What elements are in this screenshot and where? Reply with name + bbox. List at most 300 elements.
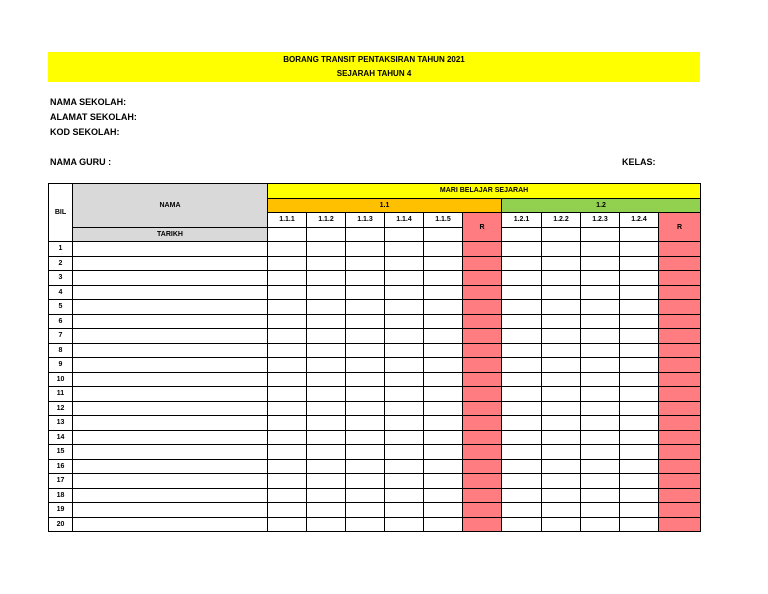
score-cell[interactable] (620, 503, 659, 518)
score-cell[interactable] (268, 488, 307, 503)
r-cell[interactable] (659, 488, 701, 503)
score-cell[interactable] (542, 517, 581, 532)
score-cell[interactable] (502, 488, 542, 503)
score-cell[interactable] (424, 430, 463, 445)
score-cell[interactable] (385, 271, 424, 286)
score-cell[interactable] (424, 416, 463, 431)
score-cell[interactable] (502, 430, 542, 445)
table-row (49, 285, 701, 300)
date-cell[interactable] (346, 227, 385, 242)
score-cell[interactable] (502, 503, 542, 518)
score-cell[interactable] (620, 329, 659, 344)
score-cell[interactable] (424, 329, 463, 344)
row-number: 7 (49, 329, 73, 344)
row-number: 19 (49, 503, 73, 518)
table-row (49, 430, 701, 445)
score-cell[interactable] (502, 271, 542, 286)
score-cell[interactable] (581, 285, 620, 300)
r-cell[interactable] (659, 271, 701, 286)
score-cell[interactable] (307, 329, 346, 344)
date-cell[interactable] (542, 227, 581, 242)
r-cell[interactable] (463, 416, 502, 431)
r-cell[interactable] (463, 271, 502, 286)
r-cell[interactable] (463, 329, 502, 344)
score-cell[interactable] (346, 401, 385, 416)
table-row (49, 343, 701, 358)
score-cell[interactable] (620, 488, 659, 503)
score-cell[interactable] (542, 300, 581, 315)
score-cell[interactable] (620, 358, 659, 373)
alamat-sekolah-label: ALAMAT SEKOLAH: (50, 112, 137, 122)
score-cell[interactable] (307, 285, 346, 300)
score-cell[interactable] (385, 256, 424, 271)
score-cell[interactable] (346, 300, 385, 315)
date-cell[interactable] (385, 227, 424, 242)
score-cell[interactable] (502, 401, 542, 416)
date-cell[interactable] (620, 227, 659, 242)
score-cell[interactable] (307, 503, 346, 518)
score-cell[interactable] (620, 416, 659, 431)
r-cell[interactable] (659, 517, 701, 532)
row-number: 9 (49, 358, 73, 373)
table-row (49, 329, 701, 344)
r-cell[interactable] (659, 401, 701, 416)
r-cell[interactable] (659, 459, 701, 474)
score-cell[interactable] (424, 358, 463, 373)
r-cell[interactable] (463, 401, 502, 416)
score-cell[interactable] (268, 271, 307, 286)
r-cell[interactable] (463, 358, 502, 373)
score-cell[interactable] (502, 474, 542, 489)
score-cell[interactable] (542, 285, 581, 300)
score-cell[interactable] (620, 401, 659, 416)
score-cell[interactable] (581, 372, 620, 387)
score-cell[interactable] (307, 256, 346, 271)
score-cell[interactable] (502, 445, 542, 460)
score-cell[interactable] (581, 401, 620, 416)
score-cell[interactable] (307, 372, 346, 387)
student-name-cell[interactable] (73, 285, 268, 300)
row-number: 14 (49, 430, 73, 445)
row-number: 6 (49, 314, 73, 329)
score-cell[interactable] (268, 401, 307, 416)
score-cell[interactable] (385, 242, 424, 257)
student-name-cell[interactable] (73, 387, 268, 402)
score-cell[interactable] (620, 300, 659, 315)
score-cell[interactable] (542, 372, 581, 387)
score-cell[interactable] (542, 343, 581, 358)
r-cell[interactable] (463, 459, 502, 474)
row-number: 20 (49, 517, 73, 532)
score-cell[interactable] (307, 401, 346, 416)
score-cell[interactable] (581, 517, 620, 532)
score-cell[interactable] (542, 488, 581, 503)
score-cell[interactable] (620, 271, 659, 286)
nama-header: NAMA (73, 184, 268, 228)
r-cell[interactable] (659, 430, 701, 445)
score-cell[interactable] (346, 445, 385, 460)
score-cell[interactable] (581, 242, 620, 257)
score-cell[interactable] (542, 430, 581, 445)
score-cell[interactable] (620, 459, 659, 474)
score-cell[interactable] (424, 300, 463, 315)
r-cell[interactable] (659, 445, 701, 460)
r-cell[interactable] (463, 430, 502, 445)
r-cell[interactable] (659, 387, 701, 402)
col-header: 1.2.2 (542, 213, 581, 228)
score-cell[interactable] (542, 445, 581, 460)
score-cell[interactable] (620, 445, 659, 460)
r-cell[interactable] (463, 343, 502, 358)
score-cell[interactable] (307, 459, 346, 474)
score-cell[interactable] (542, 242, 581, 257)
r-cell[interactable] (659, 343, 701, 358)
score-cell[interactable] (424, 242, 463, 257)
score-cell[interactable] (385, 343, 424, 358)
r-cell[interactable] (463, 242, 502, 257)
student-name-cell[interactable] (73, 256, 268, 271)
score-cell[interactable] (385, 401, 424, 416)
score-cell[interactable] (542, 416, 581, 431)
score-cell[interactable] (346, 503, 385, 518)
score-cell[interactable] (385, 488, 424, 503)
r-cell[interactable] (659, 503, 701, 518)
score-cell[interactable] (268, 416, 307, 431)
r-cell[interactable] (659, 358, 701, 373)
score-cell[interactable] (542, 314, 581, 329)
score-cell[interactable] (620, 372, 659, 387)
score-cell[interactable] (346, 343, 385, 358)
score-cell[interactable] (620, 387, 659, 402)
score-cell[interactable] (346, 474, 385, 489)
score-cell[interactable] (268, 387, 307, 402)
score-cell[interactable] (268, 242, 307, 257)
score-cell[interactable] (307, 488, 346, 503)
score-cell[interactable] (385, 285, 424, 300)
score-cell[interactable] (307, 430, 346, 445)
kod-sekolah-label: KOD SEKOLAH: (50, 127, 120, 137)
score-cell[interactable] (620, 474, 659, 489)
score-cell[interactable] (346, 387, 385, 402)
score-cell[interactable] (385, 416, 424, 431)
table-row (49, 242, 701, 257)
score-cell[interactable] (581, 256, 620, 271)
student-name-cell[interactable] (73, 430, 268, 445)
score-cell[interactable] (502, 329, 542, 344)
score-cell[interactable] (581, 358, 620, 373)
score-cell[interactable] (581, 314, 620, 329)
student-name-cell[interactable] (73, 416, 268, 431)
table-row (49, 300, 701, 315)
score-cell[interactable] (268, 503, 307, 518)
student-name-cell[interactable] (73, 372, 268, 387)
score-cell[interactable] (385, 459, 424, 474)
score-cell[interactable] (581, 459, 620, 474)
score-cell[interactable] (424, 488, 463, 503)
score-cell[interactable] (307, 416, 346, 431)
tarikh-header: TARIKH (73, 227, 268, 242)
score-cell[interactable] (581, 343, 620, 358)
r-cell[interactable] (463, 300, 502, 315)
score-cell[interactable] (581, 488, 620, 503)
score-cell[interactable] (424, 256, 463, 271)
score-cell[interactable] (307, 517, 346, 532)
row-number: 10 (49, 372, 73, 387)
score-cell[interactable] (502, 242, 542, 257)
student-name-cell[interactable] (73, 503, 268, 518)
col-header: 1.2.1 (502, 213, 542, 228)
r-cell[interactable] (463, 285, 502, 300)
form-subtitle: SEJARAH TAHUN 4 (336, 69, 412, 78)
student-name-cell[interactable] (73, 271, 268, 286)
r-cell[interactable] (463, 314, 502, 329)
unit-title-header: MARI BELAJAR SEJARAH (268, 184, 701, 199)
score-cell[interactable] (581, 474, 620, 489)
row-number: 5 (49, 300, 73, 315)
r-cell[interactable] (463, 517, 502, 532)
table-row (49, 358, 701, 373)
score-cell[interactable] (307, 474, 346, 489)
score-cell[interactable] (346, 459, 385, 474)
score-cell[interactable] (542, 256, 581, 271)
table-row (49, 445, 701, 460)
score-cell[interactable] (581, 416, 620, 431)
table-row (49, 372, 701, 387)
score-cell[interactable] (542, 474, 581, 489)
table-row (49, 474, 701, 489)
form-title: BORANG TRANSIT PENTAKSIRAN TAHUN 2021 (283, 55, 465, 64)
score-cell[interactable] (424, 401, 463, 416)
col-header: 1.2.4 (620, 213, 659, 228)
score-cell[interactable] (385, 517, 424, 532)
score-cell[interactable] (385, 314, 424, 329)
score-cell[interactable] (542, 271, 581, 286)
date-cell[interactable] (581, 227, 620, 242)
r-cell[interactable] (463, 372, 502, 387)
score-cell[interactable] (502, 343, 542, 358)
student-name-cell[interactable] (73, 314, 268, 329)
student-name-cell[interactable] (73, 517, 268, 532)
r-cell[interactable] (659, 372, 701, 387)
date-cell[interactable] (502, 227, 542, 242)
student-name-cell[interactable] (73, 343, 268, 358)
score-cell[interactable] (385, 430, 424, 445)
score-cell[interactable] (424, 271, 463, 286)
row-number: 2 (49, 256, 73, 271)
score-cell[interactable] (346, 271, 385, 286)
score-cell[interactable] (502, 372, 542, 387)
r-cell[interactable] (659, 474, 701, 489)
student-name-cell[interactable] (73, 488, 268, 503)
row-number: 12 (49, 401, 73, 416)
student-name-cell[interactable] (73, 401, 268, 416)
score-cell[interactable] (581, 430, 620, 445)
score-cell[interactable] (268, 372, 307, 387)
score-cell[interactable] (581, 503, 620, 518)
score-cell[interactable] (620, 285, 659, 300)
date-cell[interactable] (424, 227, 463, 242)
table-row (49, 459, 701, 474)
score-cell[interactable] (581, 300, 620, 315)
student-name-cell[interactable] (73, 459, 268, 474)
score-cell[interactable] (268, 474, 307, 489)
r-cell[interactable] (659, 285, 701, 300)
date-cell[interactable] (307, 227, 346, 242)
score-cell[interactable] (268, 430, 307, 445)
score-cell[interactable] (542, 503, 581, 518)
score-cell[interactable] (542, 358, 581, 373)
score-cell[interactable] (307, 445, 346, 460)
score-cell[interactable] (424, 343, 463, 358)
nama-sekolah-label: NAMA SEKOLAH: (50, 97, 127, 107)
score-cell[interactable] (385, 474, 424, 489)
score-cell[interactable] (268, 459, 307, 474)
r-cell[interactable] (659, 329, 701, 344)
score-cell[interactable] (307, 242, 346, 257)
score-cell[interactable] (268, 358, 307, 373)
score-cell[interactable] (268, 314, 307, 329)
r-cell[interactable] (463, 256, 502, 271)
table-row (49, 314, 701, 329)
score-cell[interactable] (581, 271, 620, 286)
r-cell[interactable] (659, 300, 701, 315)
score-cell[interactable] (424, 459, 463, 474)
student-name-cell[interactable] (73, 329, 268, 344)
score-cell[interactable] (542, 387, 581, 402)
group-1-2-header: 1.2 (502, 198, 701, 213)
score-cell[interactable] (346, 488, 385, 503)
r-header-2: R (659, 213, 701, 242)
col-header: 1.1.4 (385, 213, 424, 228)
score-cell[interactable] (542, 459, 581, 474)
score-cell[interactable] (346, 314, 385, 329)
student-name-cell[interactable] (73, 242, 268, 257)
score-cell[interactable] (502, 459, 542, 474)
student-name-cell[interactable] (73, 474, 268, 489)
table-row (49, 416, 701, 431)
score-cell[interactable] (620, 343, 659, 358)
score-cell[interactable] (268, 300, 307, 315)
score-cell[interactable] (502, 517, 542, 532)
score-cell[interactable] (581, 445, 620, 460)
score-cell[interactable] (620, 517, 659, 532)
score-cell[interactable] (268, 256, 307, 271)
score-cell[interactable] (346, 256, 385, 271)
score-cell[interactable] (385, 300, 424, 315)
score-cell[interactable] (346, 358, 385, 373)
score-cell[interactable] (424, 445, 463, 460)
score-cell[interactable] (307, 314, 346, 329)
score-cell[interactable] (424, 372, 463, 387)
score-cell[interactable] (385, 358, 424, 373)
score-cell[interactable] (385, 372, 424, 387)
r-cell[interactable] (463, 387, 502, 402)
score-cell[interactable] (620, 256, 659, 271)
score-cell[interactable] (542, 401, 581, 416)
student-name-cell[interactable] (73, 358, 268, 373)
score-cell[interactable] (385, 387, 424, 402)
col-header: 1.1.5 (424, 213, 463, 228)
score-cell[interactable] (424, 517, 463, 532)
score-cell[interactable] (346, 285, 385, 300)
score-cell[interactable] (346, 329, 385, 344)
score-cell[interactable] (542, 329, 581, 344)
score-cell[interactable] (385, 445, 424, 460)
row-number: 16 (49, 459, 73, 474)
score-cell[interactable] (502, 300, 542, 315)
score-cell[interactable] (620, 430, 659, 445)
col-header: 1.2.3 (581, 213, 620, 228)
score-cell[interactable] (307, 300, 346, 315)
score-cell[interactable] (307, 387, 346, 402)
score-cell[interactable] (581, 329, 620, 344)
date-cell[interactable] (268, 227, 307, 242)
score-cell[interactable] (502, 358, 542, 373)
score-cell[interactable] (424, 503, 463, 518)
score-cell[interactable] (502, 314, 542, 329)
r-cell[interactable] (659, 256, 701, 271)
r-cell[interactable] (463, 445, 502, 460)
score-cell[interactable] (268, 285, 307, 300)
score-cell[interactable] (346, 430, 385, 445)
score-cell[interactable] (502, 256, 542, 271)
score-cell[interactable] (385, 503, 424, 518)
score-cell[interactable] (346, 242, 385, 257)
score-cell[interactable] (385, 329, 424, 344)
score-cell[interactable] (346, 416, 385, 431)
score-cell[interactable] (424, 285, 463, 300)
score-cell[interactable] (307, 343, 346, 358)
r-cell[interactable] (463, 503, 502, 518)
score-cell[interactable] (502, 416, 542, 431)
group-1-1-header: 1.1 (268, 198, 502, 213)
title-banner (48, 52, 700, 82)
score-cell[interactable] (424, 474, 463, 489)
score-cell[interactable] (620, 314, 659, 329)
score-cell[interactable] (502, 285, 542, 300)
score-cell[interactable] (502, 387, 542, 402)
row-number: 17 (49, 474, 73, 489)
score-cell[interactable] (268, 343, 307, 358)
table-row (49, 488, 701, 503)
score-cell[interactable] (581, 387, 620, 402)
row-number: 15 (49, 445, 73, 460)
row-number: 3 (49, 271, 73, 286)
r-cell[interactable] (463, 474, 502, 489)
r-cell[interactable] (659, 314, 701, 329)
score-cell[interactable] (346, 372, 385, 387)
table-row (49, 271, 701, 286)
table-row (49, 256, 701, 271)
score-cell[interactable] (620, 242, 659, 257)
score-cell[interactable] (346, 517, 385, 532)
bil-header: BIL (49, 184, 73, 242)
score-cell[interactable] (424, 387, 463, 402)
student-name-cell[interactable] (73, 445, 268, 460)
table-row (49, 401, 701, 416)
score-cell[interactable] (424, 314, 463, 329)
r-cell[interactable] (659, 416, 701, 431)
score-cell[interactable] (307, 358, 346, 373)
score-cell[interactable] (307, 271, 346, 286)
r-cell[interactable] (463, 488, 502, 503)
score-cell[interactable] (268, 445, 307, 460)
score-cell[interactable] (268, 517, 307, 532)
student-name-cell[interactable] (73, 300, 268, 315)
r-cell[interactable] (659, 242, 701, 257)
col-header: 1.1.3 (346, 213, 385, 228)
score-cell[interactable] (268, 329, 307, 344)
